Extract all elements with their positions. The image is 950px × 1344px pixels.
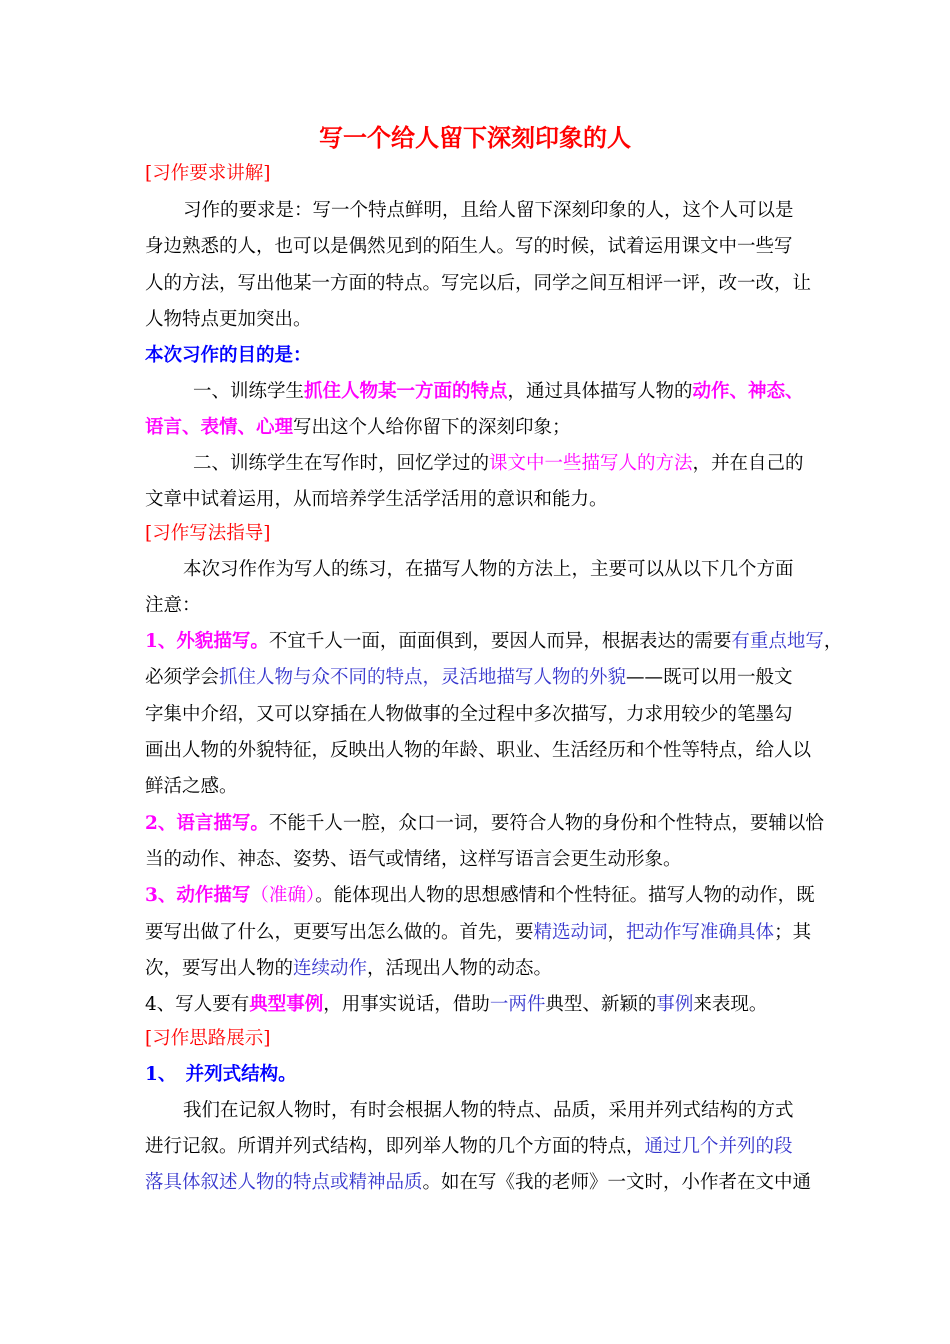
paragraph-line: 人的方法，写出他某一方面的特点。写完以后，同学之间互相评一评，改一改，让	[145, 273, 812, 294]
paragraph-line	[145, 665, 793, 691]
paragraph-line: 人物特点更加突出。	[145, 309, 312, 330]
item-examples	[145, 992, 767, 1018]
item-label: 1、外貌描写。	[145, 631, 269, 652]
text-span: ，活现出人物的动态。	[367, 958, 553, 979]
highlight-span: 课文中一些描写人的方法	[489, 453, 693, 474]
paragraph-line: 鲜活之感。	[145, 776, 238, 797]
item-appearance	[145, 629, 842, 655]
item-label: 2、语言描写。	[145, 813, 269, 834]
section-heading-requirements: [习作要求讲解]	[145, 163, 271, 184]
text-span: 不宜千人一面，面面俱到，要因人而异，根据表达的需要	[268, 631, 732, 652]
paragraph-line: 习作的要求是：写一个特点鲜明，且给人留下深刻印象的人，这个人可以是	[183, 200, 794, 221]
paragraph-line	[145, 956, 552, 982]
text-span: 必须学会	[145, 667, 220, 688]
paragraph-line	[145, 1170, 811, 1196]
highlight-span: 连续动作	[293, 958, 368, 979]
text-span: 写出这个人给你留下的深刻印象；	[293, 417, 571, 438]
paragraph-line	[145, 920, 811, 946]
text-span: 次，要写出人物的	[145, 958, 294, 979]
highlight-span: 典型事例	[249, 994, 324, 1015]
text-span: 一、训练学生	[193, 381, 305, 402]
paragraph-line: 注意：	[145, 595, 201, 616]
highlight-span: 落具体叙述人物的特点或精神品质	[145, 1172, 423, 1193]
paragraph-line: 当的动作、神态、姿势、语气或情绪，这样写语言会更生动形象。	[145, 849, 682, 870]
item-action	[145, 883, 815, 909]
highlight-span: 语言、表情、心理	[145, 417, 294, 438]
text-span: ，通过具体描写人物的	[507, 381, 693, 402]
item-label: 3、动作描写	[145, 885, 251, 906]
paragraph-line: 画出人物的外貌特征，反映出人物的年龄、职业、生活经历和个性等特点，给人以	[145, 740, 812, 761]
text-span: ——既可以用一般文	[626, 667, 793, 688]
text-span: 要写出做了什么，更要写出怎么做的。首先，要	[145, 922, 534, 943]
item-language	[145, 811, 824, 837]
section-heading-guidance: [习作写法指导]	[145, 523, 271, 544]
text-span: ，	[823, 631, 843, 652]
highlight-span: 有重点地写	[731, 631, 824, 652]
text-span: 。能体现出人物的思想感情和个性特征。描写人物的动作，既	[315, 885, 815, 906]
paragraph-line: 我们在记叙人物时，有时会根据人物的特点、品质，采用并列式结构的方式	[183, 1100, 794, 1121]
text-span: ，用事实说话，借助	[323, 994, 490, 1015]
highlight-span: 动作、神态、	[692, 381, 804, 402]
highlight-span: 把动作写准确具体	[626, 922, 775, 943]
text-span: 来表现。	[693, 994, 768, 1015]
paragraph-line	[145, 1134, 793, 1160]
highlight-span: 抓住人物某一方面的特点	[304, 381, 508, 402]
objective-line: 文章中试着运用，从而培养学生活学活用的意识和能力。	[145, 489, 608, 510]
objective-line	[193, 379, 804, 405]
paragraph-line: 本次习作作为写人的练习，在描写人物的方法上，主要可以从以下几个方面	[183, 559, 794, 580]
subheading-parallel-structure: 1、 并列式结构。	[145, 1064, 297, 1085]
highlight-span: 抓住人物与众不同的特点，灵活地描写人物的外貌	[219, 667, 627, 688]
highlight-span: 通过几个并列的段	[644, 1136, 793, 1157]
page-title: 写一个给人留下深刻印象的人	[319, 123, 631, 152]
objective-line	[145, 415, 571, 441]
highlight-span: 事例	[656, 994, 694, 1015]
section-heading-ideas: [习作思路展示]	[145, 1028, 271, 1049]
text-span: 4、写人要有	[145, 994, 250, 1015]
text-span: ；其	[774, 922, 812, 943]
objective-line	[193, 451, 804, 477]
paragraph-line: 身边熟悉的人，也可以是偶然见到的陌生人。写的时候，试着运用课文中一些写	[145, 236, 793, 257]
text-span: ，并在自己的	[692, 453, 804, 474]
text-span: 进行记叙。所谓并列式结构，即列举人物的几个方面的特点，	[145, 1136, 645, 1157]
text-span: 。如在写《我的老师》一文时，小作者在文中通	[422, 1172, 812, 1193]
text-span: 典型、新颖的	[545, 994, 657, 1015]
text-span: 不能千人一腔，众口一词，要符合人物的身份和个性特点，要辅以恰	[268, 813, 824, 834]
highlight-span: 一两件	[489, 994, 546, 1015]
purpose-heading: 本次习作的目的是：	[145, 345, 312, 366]
text-span: 二、训练学生在写作时，回忆学过的	[193, 453, 490, 474]
highlight-span: （准确）	[250, 885, 316, 906]
text-span: ，	[607, 922, 627, 943]
paragraph-line: 字集中介绍，又可以穿插在人物做事的全过程中多次描写，力求用较少的笔墨勾	[145, 704, 793, 725]
highlight-span: 精选动词	[533, 922, 608, 943]
